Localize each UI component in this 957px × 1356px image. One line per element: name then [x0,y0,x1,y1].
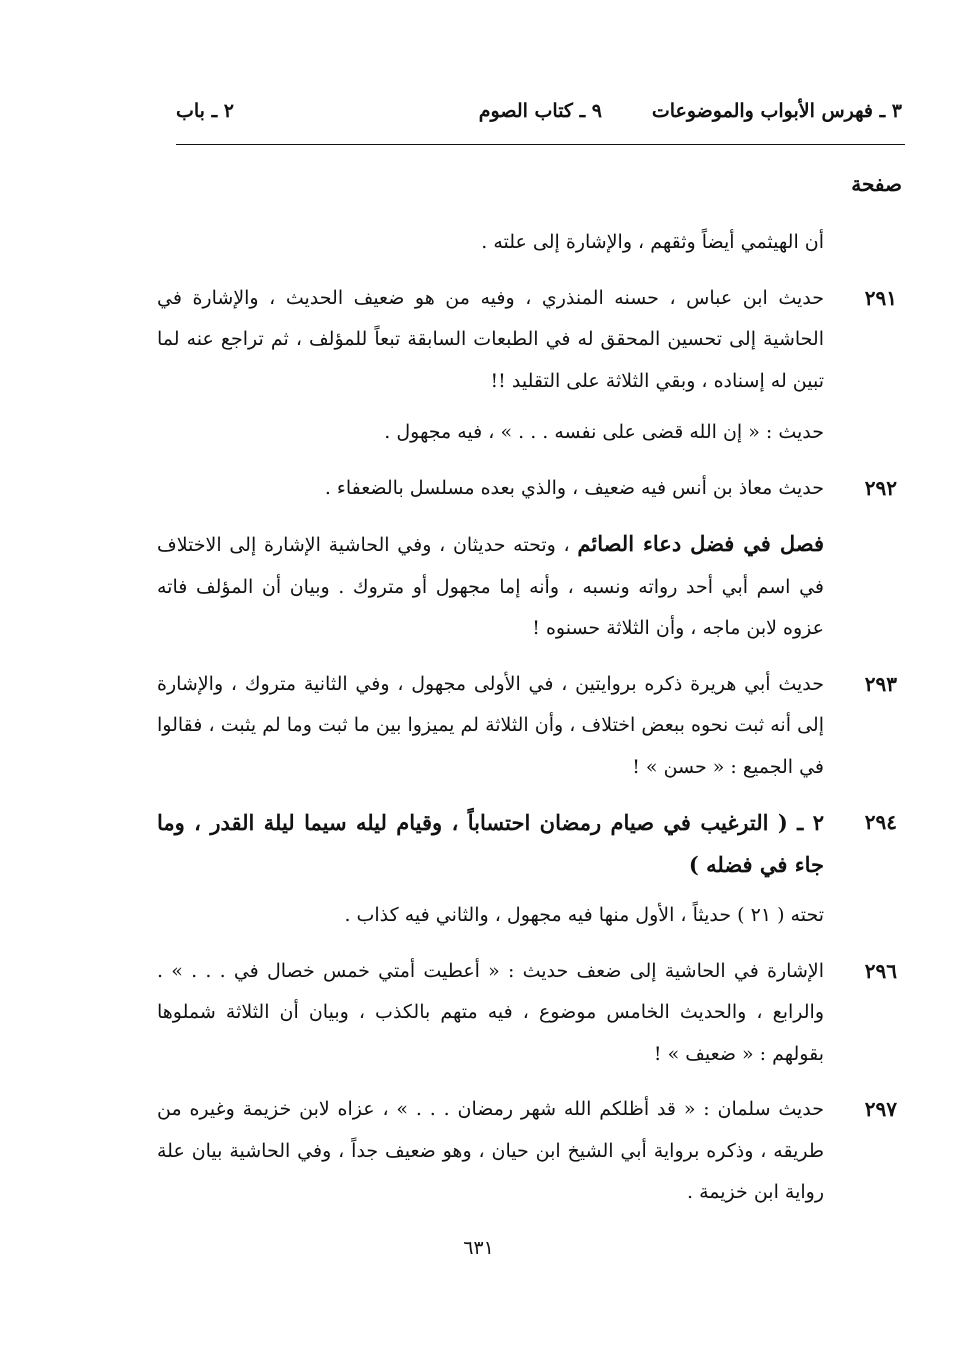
entry-page-number: ٢٩٣ [864,671,897,696]
entry-text: حديث : « إن الله قضى على نفسه . . . » ، فيه مجهول . [384,421,824,443]
entry-page-number [824,523,902,650]
header-chapter: ٢ ـ باب [176,100,234,122]
index-entry [157,468,902,510]
index-entry [157,523,902,650]
entry-text [157,523,824,650]
entry-page-number [824,222,902,264]
entry-text: أن الهيثمي أيضاً وثقهم ، والإشارة إلى علته . [481,231,824,253]
index-entry [157,1089,902,1214]
section-heading: فصل في فضل دعاء الصائم [577,531,824,556]
index-entry [157,664,902,789]
index-entry [157,222,902,264]
entry-page-number: ٢٩١ [864,285,897,310]
entry-text: حديث معاذ بن أنس فيه ضعيف ، والذي بعده مسلسل بالضعفاء . [324,476,824,499]
header-divider [176,144,905,145]
entry-page-number: ٢٩٤ [864,810,897,834]
entry-text: تحته ( ٢١ ) حديثاً ، الأول منها فيه مجهول ، والثاني فيه كذاب . [344,904,824,926]
entry-text: حديث أبي هريرة ذكره بروايتين ، في الأولى مجهول ، وفي الثانية متروك ، والإشارة إلى أنه ثبت نحوه ببعض اختلاف ، وأن الثلاثة لم يميزوا بين ما ثبت وما لم يثبت ، فقالوا في الجميع : « حسن » ! [157,672,824,778]
entry-page-number: ٢٩٢ [864,475,897,500]
entry-text-continued: ، وتحته حديثان ، وفي الحاشية الإشارة إلى الاختلاف في اسم أبي أحد رواته ونسبه ، وأنه إما مجهول أو متروك . وبيان أن المؤلف فاته عزوه لابن ماجه ، وأن الثلاثة حسنوه ! [157,534,824,639]
page-column-label: صفحة [851,172,902,196]
entry-page-number: ٢٩٦ [864,958,897,983]
index-entry [157,951,902,1076]
entry-text: حديث ابن عباس ، حسنه المنذري ، وفيه من هو ضعيف الحديث ، والإشارة في الحاشية إلى تحسين المحقق له في الطبعات السابقة تبعاً للمؤلف ، ثم تراجع عنه لما تبين له إسناده ، وبقي الثلاثة على التقليد !! [157,286,824,392]
chapter-title: ٢ ـ ( الترغيب في صيام رمضان احتساباً ، وقيام ليله سيما ليلة القدر ، وما جاء في فضله ) [157,810,824,877]
entry-text: الإشارة في الحاشية إلى ضعف حديث : « أعطيت أمتي خمس خصال في . . . » . والرابع ، والحديث الخامس موضوع ، فيه متهم بالكذب ، وبيان أن الثلاثة شملوها بقولهم : « ضعيف » ! [157,959,824,1065]
entry-text: حديث سلمان : « قد أظلكم الله شهر رمضان . . . » ، عزاه لابن خزيمة وغيره من طريقه ، وذكره برواية أبي الشيخ ابن حيان ، وهو ضعيف جداً ، وفي الحاشية بيان علة رواية ابن خزيمة . [157,1098,824,1203]
running-header [176,100,902,134]
header-book-title: ٩ ـ كتاب الصوم [478,100,602,122]
header-section-title: ٣ ـ فهرس الأبواب والموضوعات [651,100,902,122]
index-body [157,222,902,1228]
entry-page-number: ٢٩٧ [864,1097,897,1121]
index-entry [157,278,902,454]
index-entry [157,802,902,937]
page-number: ٦٣١ [463,1237,494,1259]
